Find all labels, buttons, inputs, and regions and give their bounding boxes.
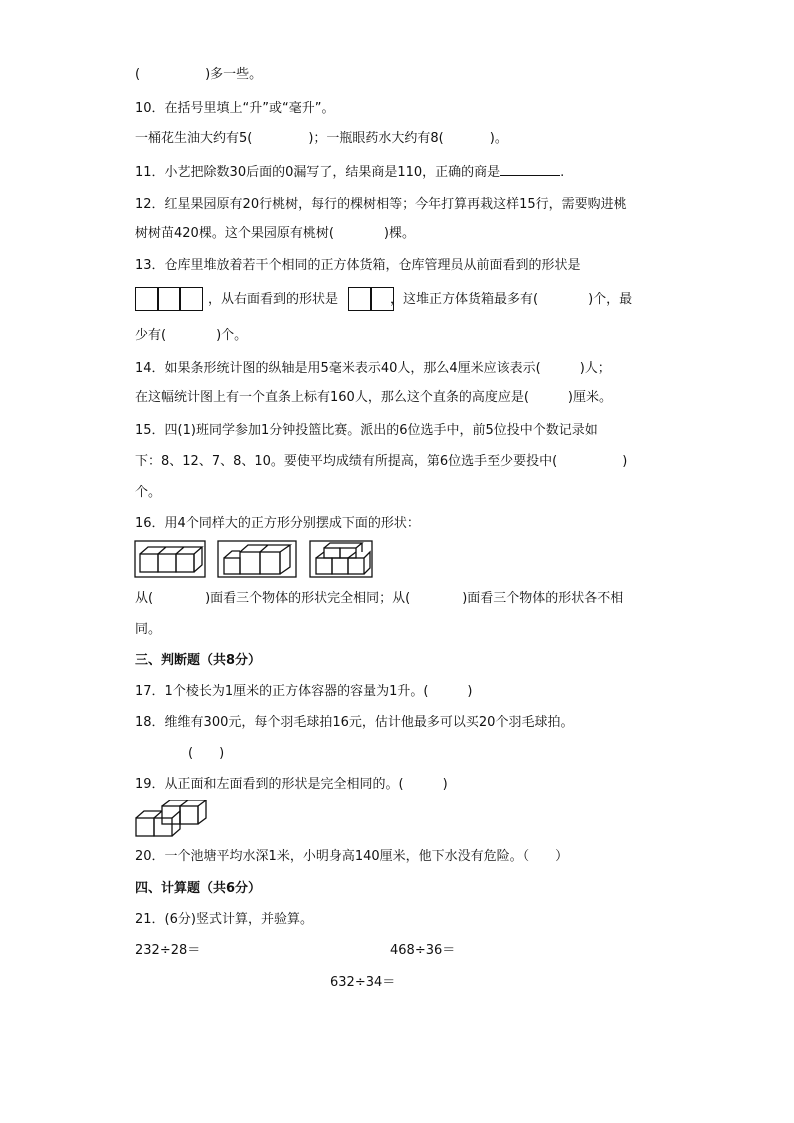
figure-frame-3 xyxy=(310,541,372,577)
q11-answer-line xyxy=(500,163,560,176)
q12-part-a: 树树苗420棵。这个果园原有桃树( xyxy=(135,226,334,241)
q13-part-c: )个，最 xyxy=(588,292,633,307)
question-13: 13．仓库里堆放着若干个相同的正方体货箱，仓库管理员从前面看到的形状是 xyxy=(135,258,581,273)
question-21: 21．(6分)竖式计算，并验算。 xyxy=(135,912,313,927)
question-15-line2: 下：8、12、7、8、10。要使平均成绩有所提高，第6位选手至少要投中( ) xyxy=(135,454,628,469)
question-15-line3: 个。 xyxy=(135,485,162,500)
question-14: 14．如果条形统计图的纵轴是用5毫米表示40人，那么4厘米应该表示( )人； xyxy=(135,361,611,376)
question-18: 18．维维有300元，每个羽毛球拍16元，估计他最多可以买20个羽毛球拍。 xyxy=(135,715,574,730)
q13c-part-a: 少有( xyxy=(135,328,167,343)
q11-part-a: 11．小艺把除数30后面的0漏写了，结果商是110，正确的商是 xyxy=(135,165,501,180)
question-18-bracket: ( ) xyxy=(188,746,225,761)
calc-2: 468÷36＝ xyxy=(390,943,456,958)
question-13-line3 xyxy=(135,327,247,345)
calc-3: 632÷34＝ xyxy=(330,975,396,990)
q10-part-a: 一桶花生油大约有5( xyxy=(135,131,253,146)
q11-part-b: . xyxy=(560,165,565,180)
calc-1: 232÷28＝ xyxy=(135,943,201,958)
question-13-line2 xyxy=(208,291,632,309)
section-4-heading: 四、计算题（共6分） xyxy=(135,881,262,896)
right-view-figure xyxy=(348,287,396,311)
question-19: 19．从正面和左面看到的形状是完全相同的。( ) xyxy=(135,777,448,792)
question-17: 17．1个棱长为1厘米的正方体容器的容量为1升。( ) xyxy=(135,684,473,699)
cube-figure-q19 xyxy=(134,800,214,840)
front-view-figure xyxy=(135,287,205,311)
question-12: 12．红星果园原有20行桃树，每行的棵树相等；今年打算再栽这样15行，需要购进桃 xyxy=(135,197,627,212)
section-3-heading: 三、判断题（共8分） xyxy=(135,653,262,668)
q10-part-b: )；一瓶眼药水大约有8( xyxy=(308,131,444,146)
line-l1: ( )多一些。 xyxy=(135,67,263,82)
question-16-line2: 从( )面看三个物体的形状完全相同；从( )面看三个物体的形状各不相 xyxy=(135,591,624,606)
question-20: 20．一个池塘平均水深1米，小明身高140厘米，他下水没有危险。（ ） xyxy=(135,849,569,864)
q10-part-c: )。 xyxy=(489,131,508,146)
question-14-line2: 在这幅统计图上有一个直条上标有160人，那么这个直条的高度应是( )厘米。 xyxy=(135,390,612,405)
q13-part-a: ，从右面看到的形状是 xyxy=(208,292,339,307)
question-15: 15．四(1)班同学参加1分钟投篮比赛。派出的6位选手中，前5位投中个数记录如 xyxy=(135,423,598,438)
question-11 xyxy=(135,163,564,182)
question-12-line2 xyxy=(135,225,415,243)
q12-part-b: )棵。 xyxy=(383,226,415,241)
question-10: 10．在括号里填上“升”或“毫升”。 xyxy=(135,101,335,116)
q13-part-b: ，这堆正方体货箱最多有( xyxy=(390,292,539,307)
question-16-line3: 同。 xyxy=(135,622,162,637)
question-10-blanks xyxy=(135,130,508,148)
question-16: 16．用4个同样大的正方形分别摆成下面的形状： xyxy=(135,516,420,531)
q13c-part-b: )个。 xyxy=(216,328,248,343)
cube-figures-q16 xyxy=(134,540,374,580)
